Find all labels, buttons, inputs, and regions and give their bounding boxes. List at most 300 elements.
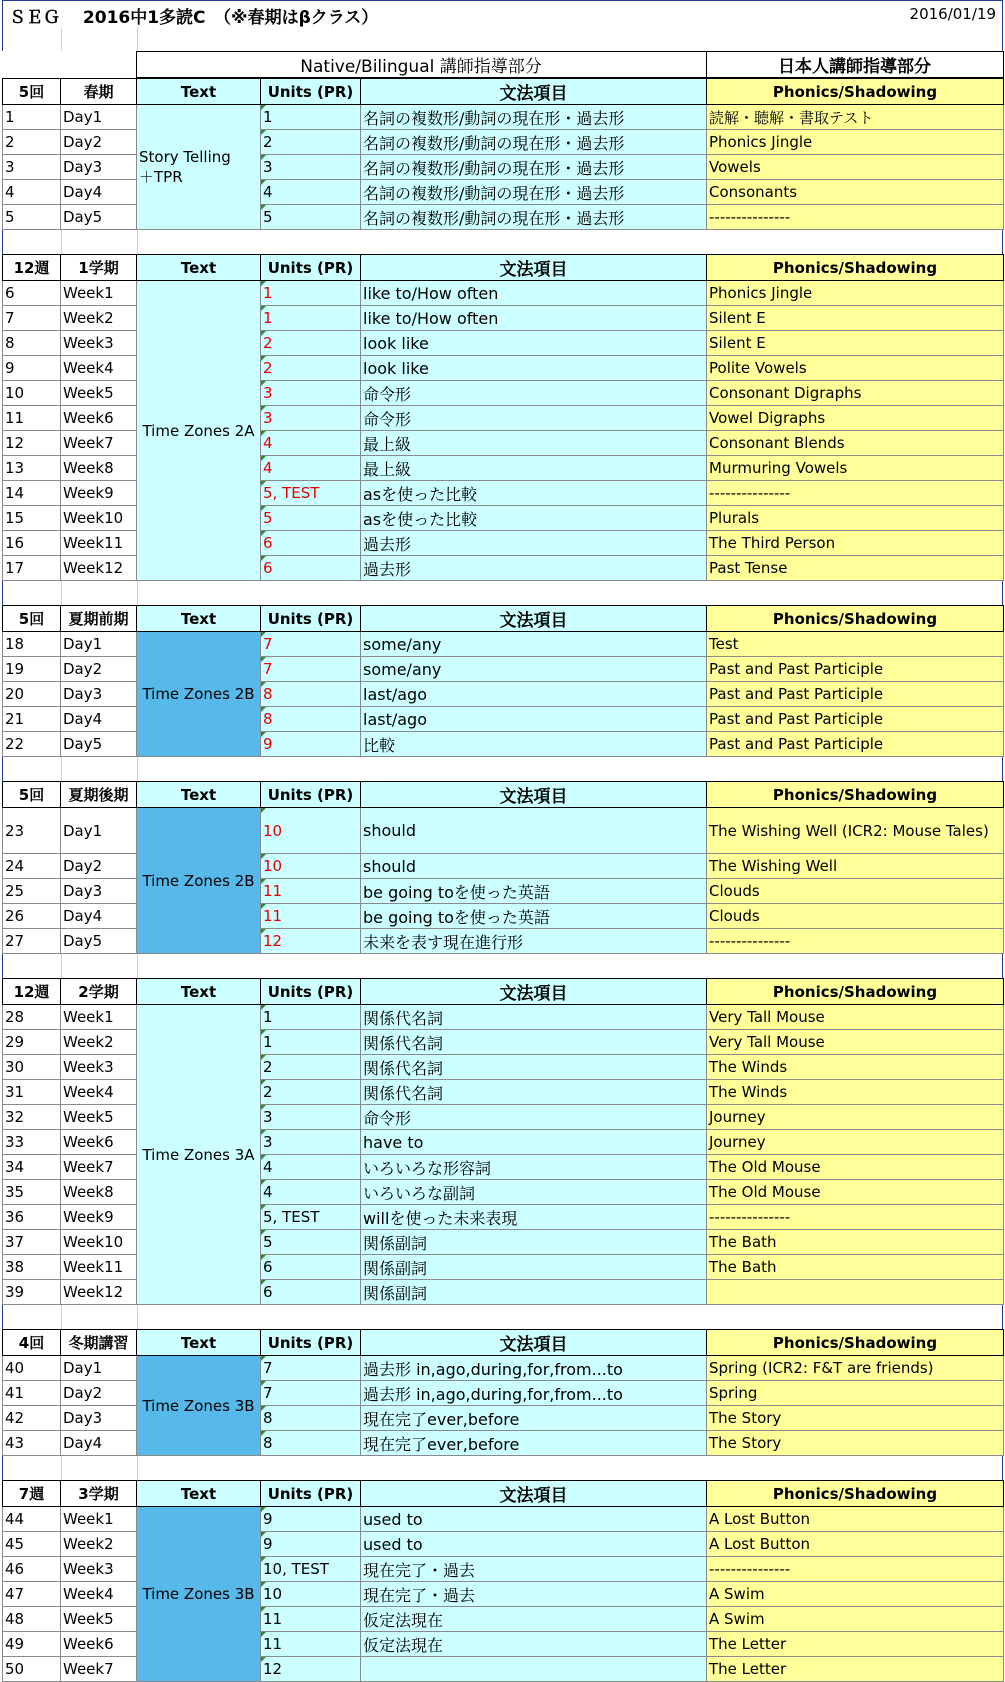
units-cell: 4 — [261, 1155, 361, 1180]
phonics-cell: Polite Vowels — [707, 356, 1004, 381]
lesson-week: Week11 — [61, 531, 137, 556]
units-cell: 4 — [261, 431, 361, 456]
units-cell: 3 — [261, 406, 361, 431]
grammar-cell: 仮定法現在 — [361, 1607, 707, 1632]
units-cell: 3 — [261, 1105, 361, 1130]
lesson-week: Day5 — [61, 929, 137, 954]
lesson-week: Week9 — [61, 1205, 137, 1230]
units-cell: 6 — [261, 1255, 361, 1280]
lesson-week: Week7 — [61, 1657, 137, 1682]
lesson-number: 41 — [3, 1381, 61, 1406]
phonics-cell: The Letter — [707, 1632, 1004, 1657]
lesson-week: Week6 — [61, 1632, 137, 1657]
phonics-cell: The Bath — [707, 1230, 1004, 1255]
units-cell: 7 — [261, 657, 361, 682]
lesson-week: Day1 — [61, 632, 137, 657]
session-count: 7週 — [3, 1481, 61, 1507]
units-cell: 1 — [261, 306, 361, 331]
grammar-cell: 関係代名詞 — [361, 1080, 707, 1105]
lesson-number: 18 — [3, 632, 61, 657]
lesson-week: Day4 — [61, 707, 137, 732]
section-table — [2, 605, 1004, 757]
session-count: 5回 — [3, 782, 61, 808]
units-cell: 1 — [261, 105, 361, 130]
section-header-row — [3, 979, 1004, 1005]
lesson-number: 20 — [3, 682, 61, 707]
section-table — [2, 978, 1004, 1305]
spacer-row — [2, 230, 1003, 254]
units-cell: 2 — [261, 1055, 361, 1080]
phonics-cell: --------------- — [707, 1557, 1004, 1582]
phonics-cell: The Wishing Well (ICR2: Mouse Tales) — [707, 808, 1004, 854]
lesson-number: 17 — [3, 556, 61, 581]
grammar-cell: 関係副詞 — [361, 1280, 707, 1305]
table-row — [3, 808, 1004, 854]
lesson-number: 9 — [3, 356, 61, 381]
grammar-cell: 名詞の複数形/動詞の現在形・過去形 — [361, 130, 707, 155]
section-header-row — [3, 255, 1004, 281]
phonics-cell: Vowels — [707, 155, 1004, 180]
lesson-week: Week6 — [61, 406, 137, 431]
grammar-column-header: 文法項目 — [361, 782, 707, 808]
units-cell: 5 — [261, 1230, 361, 1255]
section-table — [2, 254, 1004, 581]
lesson-week: Day1 — [61, 1356, 137, 1381]
phonics-cell: Spring (ICR2: F&T are friends) — [707, 1356, 1004, 1381]
units-cell: 8 — [261, 1406, 361, 1431]
page-title: ＳＥＧ 2016中1多読C （※春期はβクラス） — [9, 8, 379, 28]
text-column-header: Text — [137, 79, 261, 105]
grammar-cell: 未来を表す現在進行形 — [361, 929, 707, 954]
text-column-header: Text — [137, 979, 261, 1005]
grammar-cell: 現在完了・過去 — [361, 1557, 707, 1582]
grammar-cell: like to/How often — [361, 306, 707, 331]
lesson-number: 23 — [3, 808, 61, 854]
phonics-cell: --------------- — [707, 929, 1004, 954]
lesson-week: Week9 — [61, 481, 137, 506]
lesson-number: 3 — [3, 155, 61, 180]
phonics-cell: Consonant Blends — [707, 431, 1004, 456]
units-column-header: Units (PR) — [261, 606, 361, 632]
textbook-cell: Time Zones 2B — [137, 632, 261, 757]
lesson-number: 33 — [3, 1130, 61, 1155]
grammar-cell: willを使った未来表現 — [361, 1205, 707, 1230]
grammar-cell: look like — [361, 356, 707, 381]
lesson-number: 49 — [3, 1632, 61, 1657]
phonics-cell: The Story — [707, 1406, 1004, 1431]
lesson-number: 32 — [3, 1105, 61, 1130]
textbook-cell: Story Telling ＋TPR — [137, 105, 261, 230]
phonics-column-header: Phonics/Shadowing — [707, 782, 1004, 808]
units-cell: 6 — [261, 531, 361, 556]
lesson-week: Week2 — [61, 1030, 137, 1055]
phonics-cell: Past and Past Participle — [707, 682, 1004, 707]
grammar-column-header: 文法項目 — [361, 606, 707, 632]
phonics-cell: The Story — [707, 1431, 1004, 1456]
lesson-week: Week5 — [61, 381, 137, 406]
phonics-column-header: Phonics/Shadowing — [707, 979, 1004, 1005]
lesson-number: 10 — [3, 381, 61, 406]
grammar-cell: 関係副詞 — [361, 1230, 707, 1255]
lesson-number: 12 — [3, 431, 61, 456]
phonics-cell: --------------- — [707, 1205, 1004, 1230]
lesson-week: Day5 — [61, 732, 137, 757]
phonics-cell: A Lost Button — [707, 1532, 1004, 1557]
lesson-week: Day3 — [61, 682, 137, 707]
grammar-cell: 過去形 in,ago,during,for,from...to — [361, 1356, 707, 1381]
lesson-number: 46 — [3, 1557, 61, 1582]
lesson-number: 45 — [3, 1532, 61, 1557]
phonics-cell: The Wishing Well — [707, 854, 1004, 879]
phonics-cell: The Winds — [707, 1080, 1004, 1105]
lesson-number: 28 — [3, 1005, 61, 1030]
phonics-cell: Vowel Digraphs — [707, 406, 1004, 431]
section-table — [2, 78, 1004, 230]
units-cell: 3 — [261, 155, 361, 180]
grammar-cell: 名詞の複数形/動詞の現在形・過去形 — [361, 155, 707, 180]
section-table — [2, 781, 1004, 954]
grammar-cell: 関係副詞 — [361, 1255, 707, 1280]
units-cell: 7 — [261, 1381, 361, 1406]
lesson-number: 14 — [3, 481, 61, 506]
phonics-cell: 読解・聴解・書取テスト — [707, 105, 1004, 130]
lesson-number: 36 — [3, 1205, 61, 1230]
lesson-week: Week7 — [61, 431, 137, 456]
table-row — [3, 1005, 1004, 1030]
lesson-number: 26 — [3, 904, 61, 929]
units-cell: 5 — [261, 506, 361, 531]
table-row — [3, 1507, 1004, 1532]
lesson-week: Day2 — [61, 1381, 137, 1406]
japanese-section-label: 日本人講師指導部分 — [706, 52, 1003, 78]
units-cell: 10, TEST — [261, 1557, 361, 1582]
lesson-week: Week3 — [61, 1055, 137, 1080]
grammar-cell: 現在完了ever,before — [361, 1431, 707, 1456]
units-cell: 8 — [261, 1431, 361, 1456]
lesson-number: 30 — [3, 1055, 61, 1080]
lesson-number: 40 — [3, 1356, 61, 1381]
grammar-cell: 最上級 — [361, 431, 707, 456]
units-cell: 10 — [261, 1582, 361, 1607]
lesson-number: 13 — [3, 456, 61, 481]
term-label: 3学期 — [61, 1481, 137, 1507]
phonics-column-header: Phonics/Shadowing — [707, 79, 1004, 105]
grammar-cell: 関係代名詞 — [361, 1005, 707, 1030]
phonics-cell: Past Tense — [707, 556, 1004, 581]
lesson-number: 25 — [3, 879, 61, 904]
textbook-cell: Time Zones 2B — [137, 808, 261, 954]
lesson-week: Week1 — [61, 1507, 137, 1532]
lesson-number: 44 — [3, 1507, 61, 1532]
grammar-cell: 命令形 — [361, 381, 707, 406]
term-label: 春期 — [61, 79, 137, 105]
grammar-cell: 過去形 — [361, 556, 707, 581]
phonics-cell: --------------- — [707, 481, 1004, 506]
grammar-cell: 命令形 — [361, 1105, 707, 1130]
textbook-cell: Time Zones 3A — [137, 1005, 261, 1305]
lesson-number: 39 — [3, 1280, 61, 1305]
phonics-cell — [707, 1280, 1004, 1305]
text-column-header: Text — [137, 255, 261, 281]
lesson-number: 50 — [3, 1657, 61, 1682]
term-label: 夏期前期 — [61, 606, 137, 632]
units-cell: 2 — [261, 1080, 361, 1105]
units-cell: 9 — [261, 1507, 361, 1532]
units-cell: 10 — [261, 808, 361, 854]
units-cell: 11 — [261, 1607, 361, 1632]
table-row — [3, 105, 1004, 130]
lesson-number: 21 — [3, 707, 61, 732]
units-cell: 2 — [261, 130, 361, 155]
grammar-cell: 命令形 — [361, 406, 707, 431]
lesson-week: Week5 — [61, 1105, 137, 1130]
session-count: 12週 — [3, 979, 61, 1005]
lesson-number: 4 — [3, 180, 61, 205]
lesson-week: Week10 — [61, 1230, 137, 1255]
grammar-cell: 関係代名詞 — [361, 1030, 707, 1055]
table-row — [3, 1356, 1004, 1381]
grammar-cell: 名詞の複数形/動詞の現在形・過去形 — [361, 105, 707, 130]
session-count: 5回 — [3, 79, 61, 105]
session-count: 5回 — [3, 606, 61, 632]
lesson-number: 8 — [3, 331, 61, 356]
lesson-week: Week12 — [61, 1280, 137, 1305]
lesson-week: Week12 — [61, 556, 137, 581]
lesson-week: Day1 — [61, 105, 137, 130]
term-label: 2学期 — [61, 979, 137, 1005]
phonics-cell: The Winds — [707, 1055, 1004, 1080]
lesson-number: 1 — [3, 105, 61, 130]
grammar-cell: 現在完了ever,before — [361, 1406, 707, 1431]
units-cell: 1 — [261, 1030, 361, 1055]
lesson-number: 31 — [3, 1080, 61, 1105]
phonics-cell: Journey — [707, 1105, 1004, 1130]
units-cell: 1 — [261, 281, 361, 306]
table-row — [3, 281, 1004, 306]
phonics-cell: The Third Person — [707, 531, 1004, 556]
phonics-cell: Very Tall Mouse — [707, 1030, 1004, 1055]
textbook-cell: Time Zones 2A — [137, 281, 261, 581]
grammar-cell: used to — [361, 1507, 707, 1532]
units-cell: 6 — [261, 1280, 361, 1305]
phonics-cell: Spring — [707, 1381, 1004, 1406]
units-column-header: Units (PR) — [261, 979, 361, 1005]
lesson-week: Week2 — [61, 1532, 137, 1557]
phonics-cell: Past and Past Participle — [707, 732, 1004, 757]
section-header-row — [3, 1481, 1004, 1507]
lesson-week: Week7 — [61, 1155, 137, 1180]
lesson-number: 42 — [3, 1406, 61, 1431]
term-label: 1学期 — [61, 255, 137, 281]
date-label: 2016/01/19 — [909, 5, 996, 23]
phonics-cell: Journey — [707, 1130, 1004, 1155]
spacer-row — [2, 1305, 1003, 1329]
lesson-number: 48 — [3, 1607, 61, 1632]
units-cell: 2 — [261, 356, 361, 381]
grammar-cell: 仮定法現在 — [361, 1632, 707, 1657]
units-column-header: Units (PR) — [261, 255, 361, 281]
units-cell: 2 — [261, 331, 361, 356]
grammar-cell: 名詞の複数形/動詞の現在形・過去形 — [361, 180, 707, 205]
lesson-number: 7 — [3, 306, 61, 331]
lesson-number: 24 — [3, 854, 61, 879]
spacer-row — [2, 27, 1003, 51]
grammar-cell: 比較 — [361, 732, 707, 757]
phonics-column-header: Phonics/Shadowing — [707, 255, 1004, 281]
lesson-week: Day4 — [61, 1431, 137, 1456]
phonics-cell: Very Tall Mouse — [707, 1005, 1004, 1030]
lesson-week: Week2 — [61, 306, 137, 331]
grammar-cell: look like — [361, 331, 707, 356]
lesson-number: 43 — [3, 1431, 61, 1456]
units-column-header: Units (PR) — [261, 1481, 361, 1507]
spacer-row — [2, 954, 1003, 978]
units-cell: 9 — [261, 1532, 361, 1557]
units-cell: 4 — [261, 1180, 361, 1205]
lesson-number: 34 — [3, 1155, 61, 1180]
lesson-week: Week10 — [61, 506, 137, 531]
lesson-week: Week11 — [61, 1255, 137, 1280]
units-cell: 12 — [261, 929, 361, 954]
lesson-week: Day3 — [61, 1406, 137, 1431]
units-cell: 7 — [261, 1356, 361, 1381]
grammar-cell: some/any — [361, 657, 707, 682]
lesson-week: Week1 — [61, 1005, 137, 1030]
grammar-column-header: 文法項目 — [361, 1330, 707, 1356]
phonics-column-header: Phonics/Shadowing — [707, 606, 1004, 632]
lesson-week: Day3 — [61, 155, 137, 180]
header-table — [2, 51, 1004, 78]
units-cell: 12 — [261, 1657, 361, 1682]
units-cell: 11 — [261, 1632, 361, 1657]
lesson-week: Day2 — [61, 130, 137, 155]
lesson-number: 15 — [3, 506, 61, 531]
phonics-cell: Past and Past Participle — [707, 707, 1004, 732]
grammar-column-header: 文法項目 — [361, 979, 707, 1005]
grammar-cell: have to — [361, 1130, 707, 1155]
phonics-cell: A Lost Button — [707, 1507, 1004, 1532]
phonics-cell: Clouds — [707, 904, 1004, 929]
units-column-header: Units (PR) — [261, 1330, 361, 1356]
lesson-number: 29 — [3, 1030, 61, 1055]
phonics-cell: The Old Mouse — [707, 1180, 1004, 1205]
section-table — [2, 1329, 1004, 1456]
lesson-week: Week3 — [61, 1557, 137, 1582]
lesson-week: Week4 — [61, 356, 137, 381]
units-cell: 3 — [261, 381, 361, 406]
units-cell: 5, TEST — [261, 1205, 361, 1230]
grammar-cell: be going toを使った英語 — [361, 904, 707, 929]
grammar-cell: asを使った比較 — [361, 481, 707, 506]
phonics-cell: A Swim — [707, 1607, 1004, 1632]
phonics-cell: Clouds — [707, 879, 1004, 904]
lesson-week: Week8 — [61, 456, 137, 481]
phonics-cell: Plurals — [707, 506, 1004, 531]
units-cell: 4 — [261, 180, 361, 205]
lesson-week: Week3 — [61, 331, 137, 356]
phonics-cell: Phonics Jingle — [707, 130, 1004, 155]
phonics-column-header: Phonics/Shadowing — [707, 1330, 1004, 1356]
units-cell: 5 — [261, 205, 361, 230]
grammar-cell: 現在完了・過去 — [361, 1582, 707, 1607]
units-cell: 11 — [261, 904, 361, 929]
lesson-number: 27 — [3, 929, 61, 954]
text-column-header: Text — [137, 782, 261, 808]
lesson-number: 38 — [3, 1255, 61, 1280]
grammar-cell: asを使った比較 — [361, 506, 707, 531]
section-header-row — [3, 606, 1004, 632]
phonics-cell: Consonants — [707, 180, 1004, 205]
section-table — [2, 1480, 1004, 1682]
lesson-number: 37 — [3, 1230, 61, 1255]
units-cell: 8 — [261, 707, 361, 732]
session-count: 12週 — [3, 255, 61, 281]
grammar-cell: 関係代名詞 — [361, 1055, 707, 1080]
phonics-cell: A Swim — [707, 1582, 1004, 1607]
schedule-sheet — [2, 0, 1003, 1682]
grammar-column-header: 文法項目 — [361, 255, 707, 281]
lesson-week: Day2 — [61, 657, 137, 682]
lesson-number: 19 — [3, 657, 61, 682]
lesson-week: Day4 — [61, 904, 137, 929]
lesson-number: 11 — [3, 406, 61, 431]
grammar-column-header: 文法項目 — [361, 1481, 707, 1507]
lesson-week: Week6 — [61, 1130, 137, 1155]
grammar-cell: last/ago — [361, 707, 707, 732]
grammar-cell: used to — [361, 1532, 707, 1557]
text-column-header: Text — [137, 1481, 261, 1507]
lesson-number: 22 — [3, 732, 61, 757]
phonics-cell: Murmuring Vowels — [707, 456, 1004, 481]
lesson-number: 16 — [3, 531, 61, 556]
phonics-cell: Past and Past Participle — [707, 657, 1004, 682]
units-cell: 5, TEST — [261, 481, 361, 506]
units-cell: 4 — [261, 456, 361, 481]
phonics-cell: The Letter — [707, 1657, 1004, 1682]
session-count: 4回 — [3, 1330, 61, 1356]
lesson-number: 47 — [3, 1582, 61, 1607]
grammar-cell: last/ago — [361, 682, 707, 707]
phonics-cell: Test — [707, 632, 1004, 657]
lesson-week: Week4 — [61, 1582, 137, 1607]
lesson-number: 35 — [3, 1180, 61, 1205]
grammar-cell: 過去形 — [361, 531, 707, 556]
text-column-header: Text — [137, 606, 261, 632]
grammar-cell: some/any — [361, 632, 707, 657]
phonics-cell: Phonics Jingle — [707, 281, 1004, 306]
phonics-cell: --------------- — [707, 205, 1004, 230]
grammar-cell: like to/How often — [361, 281, 707, 306]
units-cell: 11 — [261, 879, 361, 904]
spacer-row — [2, 1456, 1003, 1480]
phonics-cell: Silent E — [707, 306, 1004, 331]
grammar-cell: be going toを使った英語 — [361, 879, 707, 904]
lesson-number: 5 — [3, 205, 61, 230]
textbook-cell: Time Zones 3B — [137, 1507, 261, 1682]
units-cell: 6 — [261, 556, 361, 581]
section-header-row — [3, 79, 1004, 105]
grammar-cell: should — [361, 808, 707, 854]
native-section-label: Native/Bilingual 講師指導部分 — [136, 52, 706, 78]
spacer-row — [2, 757, 1003, 781]
grammar-cell — [361, 1657, 707, 1682]
spacer-row — [2, 581, 1003, 605]
lesson-week: Day3 — [61, 879, 137, 904]
section-header-row — [3, 1330, 1004, 1356]
units-cell: 8 — [261, 682, 361, 707]
text-column-header: Text — [137, 1330, 261, 1356]
lesson-week: Week8 — [61, 1180, 137, 1205]
